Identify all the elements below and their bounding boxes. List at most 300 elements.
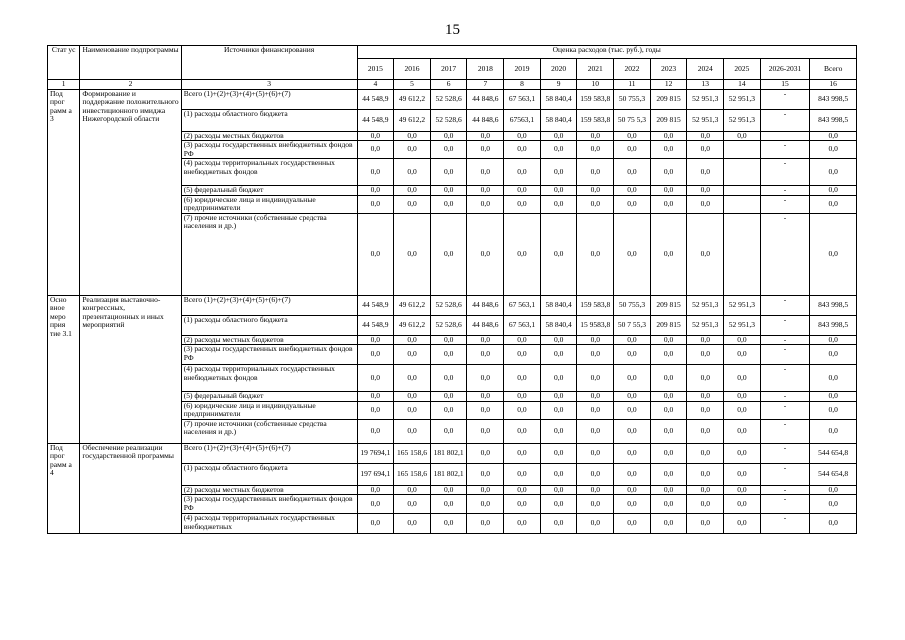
- value-cell: 0,0: [357, 131, 394, 141]
- value-cell: 44 548,9: [357, 89, 394, 109]
- value-cell: 0,0: [614, 131, 651, 141]
- funding-source-cell: (1) расходы областного бюджета: [181, 315, 357, 335]
- value-cell: 0,0: [504, 485, 541, 495]
- value-cell: 0,0: [467, 335, 504, 345]
- value-cell: 0,0: [540, 514, 577, 534]
- value-cell: 50 7 55,3: [614, 315, 651, 335]
- value-cell: 0,0: [810, 131, 857, 141]
- value-cell: 49 612,2: [394, 315, 431, 335]
- value-cell: 843 998,5: [810, 89, 857, 109]
- value-cell: 0,0: [650, 401, 687, 419]
- value-cell: 0,0: [810, 213, 857, 295]
- value-cell: [724, 195, 761, 213]
- value-cell: -: [760, 186, 810, 196]
- value-cell: 0,0: [467, 392, 504, 402]
- funding-source-cell: (1) расходы областного бюджета: [181, 463, 357, 485]
- value-cell: 159 583,8: [577, 295, 614, 315]
- value-cell: 0,0: [504, 443, 541, 463]
- value-cell: 0,0: [430, 401, 467, 419]
- value-cell: 0,0: [467, 345, 504, 365]
- value-cell: 843 998,5: [810, 295, 857, 315]
- value-cell: 0,0: [650, 131, 687, 141]
- value-cell: 0,0: [810, 141, 857, 159]
- header-year: 2023: [650, 59, 687, 80]
- value-cell: 0,0: [810, 195, 857, 213]
- value-cell: 159 583,8: [577, 89, 614, 109]
- table-row: [48, 295, 857, 315]
- value-cell: 0,0: [687, 463, 724, 485]
- header-year: 2020: [540, 59, 577, 80]
- value-cell: 0,0: [614, 159, 651, 186]
- value-cell: 52 951,3: [724, 109, 761, 131]
- value-cell: 181 802,1: [430, 463, 467, 485]
- value-cell: [724, 213, 761, 295]
- value-cell: 0,0: [467, 213, 504, 295]
- value-cell: 0,0: [357, 141, 394, 159]
- header-year: 2026-2031: [760, 59, 810, 80]
- value-cell: 52 951,3: [687, 89, 724, 109]
- value-cell: [724, 186, 761, 196]
- funding-source-cell: (3) расходы государственных внебюджетных фондов РФ: [181, 495, 357, 514]
- value-cell: 0,0: [467, 131, 504, 141]
- value-cell: -: [760, 109, 810, 131]
- value-cell: 0,0: [394, 159, 431, 186]
- value-cell: 58 840,4: [540, 89, 577, 109]
- value-cell: [724, 159, 761, 186]
- value-cell: 0,0: [394, 186, 431, 196]
- value-cell: 0,0: [467, 365, 504, 392]
- value-cell: 0,0: [650, 365, 687, 392]
- value-cell: 50 75 5,3: [614, 109, 651, 131]
- status-cell: Под прог рамм а 4: [48, 443, 80, 534]
- value-cell: 0,0: [504, 195, 541, 213]
- column-number: 12: [650, 80, 687, 90]
- column-number: 8: [504, 80, 541, 90]
- funding-source-cell: (4) расходы территориальных государственных внебюджетных: [181, 514, 357, 534]
- value-cell: 0,0: [724, 345, 761, 365]
- value-cell: 52 951,3: [724, 315, 761, 335]
- value-cell: 0,0: [467, 186, 504, 196]
- header-year: 2025: [724, 59, 761, 80]
- value-cell: 0,0: [540, 141, 577, 159]
- column-number: 6: [430, 80, 467, 90]
- value-cell: 0,0: [430, 195, 467, 213]
- column-number: 13: [687, 80, 724, 90]
- value-cell: 0,0: [504, 186, 541, 196]
- value-cell: -: [760, 419, 810, 443]
- value-cell: 0,0: [687, 392, 724, 402]
- value-cell: 58 840,4: [540, 315, 577, 335]
- value-cell: 0,0: [430, 141, 467, 159]
- value-cell: 0,0: [687, 186, 724, 196]
- funding-source-cell: (3) расходы государственных внебюджетных фондов РФ: [181, 141, 357, 159]
- value-cell: 0,0: [540, 345, 577, 365]
- value-cell: [760, 131, 810, 141]
- value-cell: 0,0: [650, 345, 687, 365]
- value-cell: 0,0: [614, 514, 651, 534]
- value-cell: 52 951,3: [724, 295, 761, 315]
- value-cell: 0,0: [577, 495, 614, 514]
- value-cell: 67563,1: [504, 109, 541, 131]
- value-cell: -: [760, 463, 810, 485]
- funding-source-cell: (4) расходы территориальных государственных внебюджетных фондов: [181, 159, 357, 186]
- header-estimate: Оценка расходов (тыс. руб.), годы: [357, 46, 856, 59]
- value-cell: 0,0: [540, 195, 577, 213]
- funding-source-cell: Всего (1)+(2)+(3)+(4)+(5)+(6)+(7): [181, 295, 357, 315]
- value-cell: 0,0: [577, 514, 614, 534]
- value-cell: 52 951,3: [687, 295, 724, 315]
- value-cell: 0,0: [394, 485, 431, 495]
- value-cell: 0,0: [540, 392, 577, 402]
- value-cell: 50 755,3: [614, 89, 651, 109]
- expenses-table: [47, 45, 857, 534]
- value-cell: 0,0: [467, 401, 504, 419]
- value-cell: 0,0: [504, 159, 541, 186]
- value-cell: 0,0: [810, 365, 857, 392]
- value-cell: 0,0: [687, 345, 724, 365]
- funding-source-cell: Всего (1)+(2)+(3)+(4)+(5)+(6)+(7): [181, 89, 357, 109]
- value-cell: 0,0: [394, 365, 431, 392]
- value-cell: 0,0: [394, 213, 431, 295]
- value-cell: 0,0: [540, 159, 577, 186]
- funding-source-cell: (3) расходы государственных внебюджетных фондов РФ: [181, 345, 357, 365]
- value-cell: 0,0: [504, 131, 541, 141]
- program-name-cell: Обеспечение реализации государственной программы: [80, 443, 181, 534]
- value-cell: 0,0: [577, 345, 614, 365]
- value-cell: 0,0: [430, 345, 467, 365]
- value-cell: 0,0: [540, 213, 577, 295]
- value-cell: 0,0: [430, 495, 467, 514]
- column-number: 10: [577, 80, 614, 90]
- value-cell: 0,0: [614, 495, 651, 514]
- value-cell: 0,0: [687, 141, 724, 159]
- column-number: 1: [48, 80, 80, 90]
- value-cell: 0,0: [687, 131, 724, 141]
- value-cell: 0,0: [357, 495, 394, 514]
- value-cell: 0,0: [357, 159, 394, 186]
- header-year: 2015: [357, 59, 394, 80]
- header-name: Наименование подпрограммы: [80, 46, 181, 80]
- funding-source-cell: Всего (1)+(2)+(3)+(4)+(5)+(6)+(7): [181, 443, 357, 463]
- value-cell: 843 998,5: [810, 109, 857, 131]
- value-cell: 0,0: [540, 419, 577, 443]
- value-cell: 0,0: [504, 365, 541, 392]
- value-cell: 0,0: [687, 401, 724, 419]
- value-cell: 0,0: [577, 141, 614, 159]
- value-cell: 0,0: [614, 463, 651, 485]
- value-cell: 0,0: [614, 195, 651, 213]
- value-cell: 0,0: [540, 365, 577, 392]
- value-cell: 67 563,1: [504, 295, 541, 315]
- value-cell: 0,0: [467, 419, 504, 443]
- value-cell: 181 802,1: [430, 443, 467, 463]
- value-cell: 0,0: [430, 514, 467, 534]
- value-cell: -: [760, 335, 810, 345]
- value-cell: 0,0: [467, 195, 504, 213]
- value-cell: 0,0: [467, 495, 504, 514]
- value-cell: 0,0: [650, 463, 687, 485]
- value-cell: 0,0: [614, 186, 651, 196]
- value-cell: 44 848,6: [467, 295, 504, 315]
- value-cell: 44 848,6: [467, 315, 504, 335]
- value-cell: 0,0: [430, 131, 467, 141]
- funding-source-cell: (6) юридические лица и индивидуальные предприниматели: [181, 195, 357, 213]
- value-cell: 0,0: [394, 392, 431, 402]
- value-cell: 159 583,8: [577, 109, 614, 131]
- value-cell: 0,0: [650, 485, 687, 495]
- program-name-cell: Формирование и поддержание положительного инвестиционного имиджа Нижегородской области: [80, 89, 181, 295]
- value-cell: 165 158,6: [394, 463, 431, 485]
- value-cell: 544 654,8: [810, 463, 857, 485]
- value-cell: 0,0: [540, 186, 577, 196]
- value-cell: 0,0: [614, 392, 651, 402]
- value-cell: 0,0: [687, 159, 724, 186]
- value-cell: 0,0: [614, 443, 651, 463]
- value-cell: 0,0: [650, 335, 687, 345]
- header-year: 2016: [394, 59, 431, 80]
- value-cell: 0,0: [577, 392, 614, 402]
- value-cell: -: [760, 345, 810, 365]
- value-cell: 0,0: [394, 401, 431, 419]
- funding-source-cell: (2) расходы местных бюджетов: [181, 131, 357, 141]
- value-cell: 0,0: [394, 419, 431, 443]
- value-cell: 0,0: [504, 419, 541, 443]
- value-cell: 0,0: [810, 335, 857, 345]
- value-cell: 209 815: [650, 89, 687, 109]
- value-cell: 0,0: [467, 463, 504, 485]
- value-cell: 0,0: [467, 443, 504, 463]
- value-cell: 165 158,6: [394, 443, 431, 463]
- funding-source-cell: (5) федеральный бюджет: [181, 392, 357, 402]
- value-cell: 0,0: [504, 213, 541, 295]
- value-cell: 0,0: [394, 131, 431, 141]
- value-cell: 0,0: [724, 365, 761, 392]
- value-cell: 0,0: [540, 443, 577, 463]
- value-cell: 52 951,3: [724, 89, 761, 109]
- value-cell: 0,0: [724, 419, 761, 443]
- value-cell: -: [760, 295, 810, 315]
- value-cell: 0,0: [540, 495, 577, 514]
- value-cell: 0,0: [394, 141, 431, 159]
- value-cell: 58 840,4: [540, 295, 577, 315]
- value-cell: 44 848,6: [467, 109, 504, 131]
- value-cell: 0,0: [357, 365, 394, 392]
- header-sources: Источники финансирования: [181, 46, 357, 80]
- value-cell: 49 612,2: [394, 109, 431, 131]
- value-cell: 0,0: [810, 419, 857, 443]
- value-cell: 0,0: [724, 131, 761, 141]
- value-cell: 0,0: [357, 213, 394, 295]
- value-cell: 52 528,6: [430, 315, 467, 335]
- funding-source-cell: (2) расходы местных бюджетов: [181, 485, 357, 495]
- value-cell: 0,0: [614, 335, 651, 345]
- column-number: 2: [80, 80, 181, 90]
- funding-source-cell: (2) расходы местных бюджетов: [181, 335, 357, 345]
- value-cell: [724, 141, 761, 159]
- value-cell: 197 694,1: [357, 463, 394, 485]
- funding-source-cell: (7) прочие источники (собственные средства населения и др.): [181, 419, 357, 443]
- funding-source-cell: (7) прочие источники (собственные средства населения и др.): [181, 213, 357, 295]
- value-cell: 0,0: [504, 463, 541, 485]
- value-cell: 0,0: [724, 485, 761, 495]
- value-cell: 52 528,6: [430, 295, 467, 315]
- value-cell: 52 528,6: [430, 109, 467, 131]
- value-cell: 0,0: [724, 495, 761, 514]
- value-cell: 0,0: [810, 186, 857, 196]
- value-cell: 0,0: [687, 195, 724, 213]
- value-cell: 0,0: [504, 392, 541, 402]
- value-cell: 0,0: [724, 443, 761, 463]
- value-cell: -: [760, 401, 810, 419]
- value-cell: 0,0: [614, 419, 651, 443]
- column-number: 16: [810, 80, 857, 90]
- value-cell: 0,0: [577, 131, 614, 141]
- value-cell: 0,0: [650, 195, 687, 213]
- funding-source-cell: (5) федеральный бюджет: [181, 186, 357, 196]
- value-cell: 15 9583,8: [577, 315, 614, 335]
- value-cell: 50 755,3: [614, 295, 651, 315]
- value-cell: 0,0: [430, 365, 467, 392]
- value-cell: 0,0: [357, 335, 394, 345]
- value-cell: 0,0: [357, 419, 394, 443]
- value-cell: 0,0: [577, 443, 614, 463]
- value-cell: 0,0: [540, 131, 577, 141]
- value-cell: 0,0: [614, 401, 651, 419]
- value-cell: 0,0: [467, 514, 504, 534]
- column-number: 4: [357, 80, 394, 90]
- value-cell: 0,0: [650, 443, 687, 463]
- value-cell: 0,0: [650, 495, 687, 514]
- value-cell: 544 654,8: [810, 443, 857, 463]
- value-cell: -: [760, 514, 810, 534]
- value-cell: 0,0: [577, 485, 614, 495]
- value-cell: 0,0: [724, 514, 761, 534]
- value-cell: 19 7694,1: [357, 443, 394, 463]
- value-cell: 0,0: [504, 401, 541, 419]
- value-cell: 0,0: [650, 514, 687, 534]
- value-cell: 0,0: [430, 213, 467, 295]
- value-cell: -: [760, 195, 810, 213]
- value-cell: 209 815: [650, 315, 687, 335]
- value-cell: 209 815: [650, 295, 687, 315]
- value-cell: -: [760, 365, 810, 392]
- value-cell: 843 998,5: [810, 315, 857, 335]
- value-cell: 0,0: [577, 365, 614, 392]
- value-cell: 0,0: [467, 141, 504, 159]
- column-number: 15: [760, 80, 810, 90]
- column-number: 9: [540, 80, 577, 90]
- value-cell: 0,0: [687, 419, 724, 443]
- value-cell: 0,0: [577, 186, 614, 196]
- value-cell: 0,0: [430, 392, 467, 402]
- column-number: 11: [614, 80, 651, 90]
- value-cell: 44 848,6: [467, 89, 504, 109]
- value-cell: 0,0: [577, 195, 614, 213]
- value-cell: 58 840,4: [540, 109, 577, 131]
- header-year: 2021: [577, 59, 614, 80]
- value-cell: 0,0: [614, 365, 651, 392]
- value-cell: 0,0: [724, 392, 761, 402]
- value-cell: 44 548,9: [357, 295, 394, 315]
- value-cell: 0,0: [577, 419, 614, 443]
- column-number: 7: [467, 80, 504, 90]
- header-year: 2024: [687, 59, 724, 80]
- value-cell: 0,0: [724, 463, 761, 485]
- value-cell: -: [760, 485, 810, 495]
- value-cell: 0,0: [430, 186, 467, 196]
- value-cell: 0,0: [650, 186, 687, 196]
- value-cell: 67 563,1: [504, 89, 541, 109]
- value-cell: 0,0: [357, 345, 394, 365]
- page-number: 15: [445, 22, 460, 38]
- value-cell: 0,0: [540, 463, 577, 485]
- value-cell: 0,0: [687, 495, 724, 514]
- value-cell: 0,0: [430, 419, 467, 443]
- value-cell: 44 548,9: [357, 315, 394, 335]
- value-cell: 0,0: [394, 195, 431, 213]
- value-cell: 0,0: [357, 514, 394, 534]
- value-cell: 0,0: [810, 392, 857, 402]
- value-cell: 209 815: [650, 109, 687, 131]
- value-cell: 0,0: [650, 213, 687, 295]
- value-cell: 0,0: [504, 495, 541, 514]
- value-cell: 0,0: [394, 345, 431, 365]
- value-cell: 0,0: [394, 495, 431, 514]
- value-cell: 0,0: [810, 514, 857, 534]
- value-cell: 0,0: [430, 485, 467, 495]
- value-cell: 0,0: [810, 345, 857, 365]
- value-cell: 0,0: [810, 401, 857, 419]
- value-cell: 0,0: [577, 463, 614, 485]
- table-row: [48, 89, 857, 109]
- value-cell: 0,0: [810, 159, 857, 186]
- value-cell: 0,0: [650, 141, 687, 159]
- value-cell: 0,0: [540, 485, 577, 495]
- value-cell: 0,0: [357, 485, 394, 495]
- value-cell: 0,0: [687, 335, 724, 345]
- header-year: 2022: [614, 59, 651, 80]
- value-cell: 0,0: [724, 335, 761, 345]
- column-number: 3: [181, 80, 357, 90]
- value-cell: 0,0: [724, 401, 761, 419]
- status-cell: Под прог рамм а 3: [48, 89, 80, 295]
- value-cell: 0,0: [540, 401, 577, 419]
- table-row: [48, 443, 857, 463]
- value-cell: 0,0: [650, 392, 687, 402]
- value-cell: 52 528,6: [430, 89, 467, 109]
- funding-source-cell: (4) расходы территориальных государственных внебюджетных фондов: [181, 365, 357, 392]
- value-cell: -: [760, 443, 810, 463]
- status-cell: Осно вное меро прия тие 3.1: [48, 295, 80, 443]
- header-year: 2018: [467, 59, 504, 80]
- value-cell: 0,0: [577, 213, 614, 295]
- value-cell: 0,0: [614, 485, 651, 495]
- value-cell: 0,0: [504, 514, 541, 534]
- value-cell: 0,0: [687, 365, 724, 392]
- value-cell: -: [760, 141, 810, 159]
- value-cell: 0,0: [614, 141, 651, 159]
- value-cell: 0,0: [687, 485, 724, 495]
- header-year: 2017: [430, 59, 467, 80]
- value-cell: 0,0: [394, 335, 431, 345]
- value-cell: -: [760, 495, 810, 514]
- funding-source-cell: (1) расходы областного бюджета: [181, 109, 357, 131]
- value-cell: 0,0: [687, 514, 724, 534]
- value-cell: 0,0: [577, 401, 614, 419]
- value-cell: -: [760, 213, 810, 295]
- value-cell: 0,0: [810, 495, 857, 514]
- value-cell: 0,0: [430, 335, 467, 345]
